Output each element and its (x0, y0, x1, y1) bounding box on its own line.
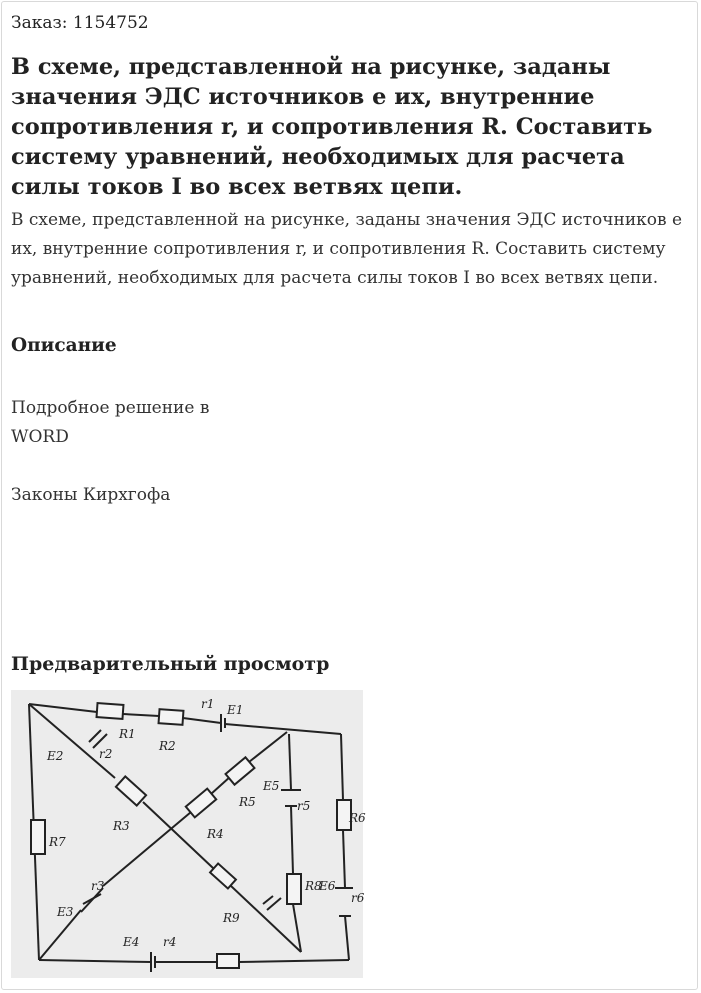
circuit-preview-image (11, 690, 366, 978)
label-r3: R3 (113, 819, 130, 833)
description-line: Подробное решение в (11, 398, 210, 418)
order-card (1, 1, 698, 990)
label-ir1: r1 (201, 697, 215, 711)
wire (39, 960, 151, 962)
wire (123, 714, 159, 716)
wire (341, 734, 343, 800)
task-description: В схеме, представленной на рисунке, заданы значения ЭДС источников e их, внутренние сопротивления r, и сопротивления R. Составить систему уравнений, необходимых для расчета силы токов I во всех ветвях цепи. (11, 210, 683, 288)
order-number: Заказ: 1154752 (11, 13, 149, 33)
resistor-r4 (186, 789, 216, 818)
wire (239, 960, 349, 962)
label-e1: E1 (227, 703, 244, 717)
emf-e-diag (263, 896, 273, 904)
label-e5: E5 (263, 779, 280, 793)
wire (211, 776, 231, 794)
label-ir3: r3 (91, 879, 105, 893)
resistor-r3 (116, 776, 146, 805)
label-r2: R2 (159, 739, 176, 753)
wire (345, 916, 349, 960)
label-r4: R4 (207, 827, 224, 841)
label-r5: R5 (239, 795, 256, 809)
wire (225, 724, 341, 734)
label-r1: R1 (119, 727, 136, 741)
wire (183, 718, 221, 723)
wire (291, 806, 293, 874)
label-e6: E6 (319, 879, 336, 893)
description-heading: Описание (11, 335, 117, 356)
label-r8: R8 (305, 879, 322, 893)
emf-e2 (89, 730, 101, 742)
label-ir5: r5 (297, 799, 311, 813)
label-e4: E4 (123, 935, 140, 949)
label-r6: R6 (349, 811, 366, 825)
wire (29, 704, 97, 712)
label-ir2: r2 (99, 747, 113, 761)
label-r9: R9 (223, 911, 240, 925)
label-ir4: r4 (163, 935, 177, 949)
resistor-r5 (226, 757, 255, 784)
resistor-r7 (31, 820, 45, 854)
resistor-r2 (159, 709, 184, 725)
resistor-r1 (97, 703, 124, 719)
description-line: WORD (11, 427, 69, 447)
circuit-diagram (11, 690, 366, 978)
description-line: Законы Кирхгофа (11, 485, 171, 505)
resistor-r9 (217, 954, 239, 968)
preview-heading: Предварительный просмотр (11, 653, 330, 675)
wire (249, 732, 287, 762)
label-e3: E3 (57, 905, 74, 919)
resistor-r8 (287, 874, 301, 904)
wire (343, 830, 345, 888)
page-title: В схеме, представленной на рисунке, заданы значения ЭДС источников e их, внутренние сопротивления r, и сопротивления R. Составить систему уравнений, необходимых для расчета силы токов I во всех ветвях цепи. (11, 54, 653, 200)
label-e2: E2 (47, 749, 64, 763)
label-ir6: r6 (351, 891, 365, 905)
label-r7: R7 (49, 835, 66, 849)
wire (289, 734, 291, 790)
resistor-diag (210, 864, 236, 889)
